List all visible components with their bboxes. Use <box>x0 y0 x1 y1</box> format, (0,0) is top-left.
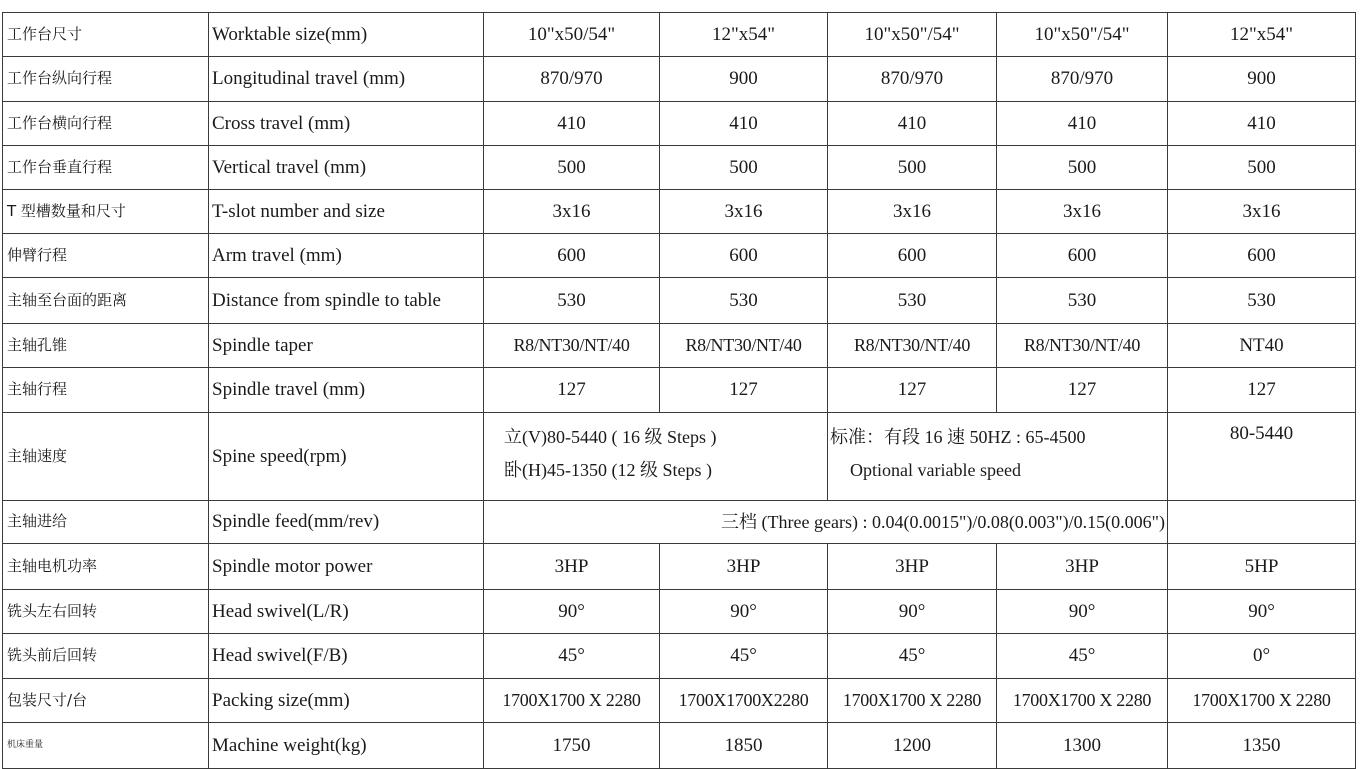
speed-optional: Optional variable speed <box>850 459 1021 480</box>
speed-horizontal: 卧(H)45-1350 (12 级 Steps ) <box>504 459 712 480</box>
value-cell: 600 <box>484 234 660 278</box>
value-cell: 900 <box>660 57 828 102</box>
value-cell: 1700X1700 X 2280 <box>828 679 997 723</box>
value-cell: 500 <box>484 146 660 190</box>
param-en-label: Machine weight(kg) <box>209 723 484 769</box>
value-cell: 1700X1700 X 2280 <box>997 679 1168 723</box>
value-cell: R8/NT30/NT/40 <box>997 324 1168 368</box>
speed-standard: 标准：有段 16 速 50HZ : 65-4500 <box>830 427 1086 447</box>
table-row <box>3 590 1356 634</box>
value-cell: 530 <box>660 278 828 324</box>
value-cell: 127 <box>484 368 660 413</box>
param-cn-label: 工作台尺寸 <box>3 13 209 57</box>
table-row <box>3 57 1356 102</box>
param-en-label: Packing size(mm) <box>209 679 484 723</box>
value-cell: 530 <box>828 278 997 324</box>
value-cell: 530 <box>484 278 660 324</box>
value-cell: 45° <box>484 634 660 679</box>
param-en-label: Spindle feed(mm/rev) <box>209 501 484 544</box>
value-cell: 410 <box>997 102 1168 146</box>
param-en-label: Arm travel (mm) <box>209 234 484 278</box>
value-cell: 1200 <box>828 723 997 769</box>
param-cn-label: 铣头前后回转 <box>3 634 209 679</box>
table-row <box>3 13 1356 57</box>
table-row <box>3 278 1356 324</box>
value-cell: 410 <box>660 102 828 146</box>
param-cn-label: T 型槽数量和尺寸 <box>3 190 209 234</box>
value-cell: 500 <box>1168 146 1356 190</box>
param-en-label: Cross travel (mm) <box>209 102 484 146</box>
table-row-spindle-speed <box>3 413 1356 501</box>
value-cell <box>1168 501 1356 544</box>
value-cell: 410 <box>1168 102 1356 146</box>
param-en-label: Spine speed(rpm) <box>209 413 484 501</box>
table-row <box>3 634 1356 679</box>
param-cn-label: 工作台垂直行程 <box>3 146 209 190</box>
value-cell: 90° <box>1168 590 1356 634</box>
value-cell: R8/NT30/NT/40 <box>828 324 997 368</box>
param-cn-label: 铣头左右回转 <box>3 590 209 634</box>
value-cell: 127 <box>997 368 1168 413</box>
value-cell: 500 <box>660 146 828 190</box>
value-cell: 3HP <box>484 544 660 590</box>
table-row <box>3 723 1356 769</box>
value-cell: 12"x54" <box>1168 13 1356 57</box>
value-cell: 1700X1700X2280 <box>660 679 828 723</box>
param-cn-label: 工作台横向行程 <box>3 102 209 146</box>
table-row <box>3 544 1356 590</box>
value-cell: 90° <box>828 590 997 634</box>
value-cell: 3x16 <box>660 190 828 234</box>
param-en-label: Vertical travel (mm) <box>209 146 484 190</box>
value-cell: 3x16 <box>484 190 660 234</box>
param-cn-label: 主轴电机功率 <box>3 544 209 590</box>
value-cell: 1700X1700 X 2280 <box>1168 679 1356 723</box>
speed-group-2 <box>828 413 1168 501</box>
value-cell: 45° <box>997 634 1168 679</box>
speed-vertical: 立(V)80-5440 ( 16 级 Steps ) <box>504 427 717 447</box>
value-cell: 45° <box>828 634 997 679</box>
value-cell: 90° <box>660 590 828 634</box>
value-cell: 10"x50"/54" <box>828 13 997 57</box>
table-row <box>3 190 1356 234</box>
param-en-label: Spindle taper <box>209 324 484 368</box>
param-cn-label: 主轴至台面的距离 <box>3 278 209 324</box>
param-cn-label: 主轴速度 <box>3 413 209 501</box>
table-row <box>3 146 1356 190</box>
param-cn-label: 机床重量 <box>3 723 209 769</box>
table-row <box>3 679 1356 723</box>
value-cell: 870/970 <box>997 57 1168 102</box>
value-cell: 500 <box>997 146 1168 190</box>
value-cell: 1850 <box>660 723 828 769</box>
value-cell: 600 <box>828 234 997 278</box>
table-row-spindle-feed <box>3 501 1356 544</box>
value-cell: 3HP <box>828 544 997 590</box>
value-cell: 3x16 <box>828 190 997 234</box>
param-en-label: Spindle motor power <box>209 544 484 590</box>
value-cell: 1750 <box>484 723 660 769</box>
param-cn-label: 工作台纵向行程 <box>3 57 209 102</box>
table-row <box>3 368 1356 413</box>
value-cell: 90° <box>484 590 660 634</box>
value-cell: 127 <box>828 368 997 413</box>
value-cell: 600 <box>1168 234 1356 278</box>
value-cell: 127 <box>1168 368 1356 413</box>
value-cell: 530 <box>1168 278 1356 324</box>
value-cell: 45° <box>660 634 828 679</box>
param-en-label: Head swivel(F/B) <box>209 634 484 679</box>
value-cell: 600 <box>660 234 828 278</box>
value-cell: NT40 <box>1168 324 1356 368</box>
value-cell: 870/970 <box>484 57 660 102</box>
value-cell: 10"x50/54" <box>484 13 660 57</box>
param-cn-label: 主轴进给 <box>3 501 209 544</box>
value-cell: 900 <box>1168 57 1356 102</box>
value-cell: 600 <box>997 234 1168 278</box>
value-cell: 870/970 <box>828 57 997 102</box>
value-cell: 10"x50"/54" <box>997 13 1168 57</box>
value-cell: 127 <box>660 368 828 413</box>
value-cell: 410 <box>484 102 660 146</box>
param-cn-label: 伸臂行程 <box>3 234 209 278</box>
param-en-label: Worktable size(mm) <box>209 13 484 57</box>
value-cell: 1700X1700 X 2280 <box>484 679 660 723</box>
value-cell: R8/NT30/NT/40 <box>484 324 660 368</box>
table-row <box>3 102 1356 146</box>
param-en-label: Spindle travel (mm) <box>209 368 484 413</box>
speed-group-1 <box>484 413 828 501</box>
value-cell: 500 <box>828 146 997 190</box>
value-cell: 410 <box>828 102 997 146</box>
value-cell: 3HP <box>660 544 828 590</box>
param-en-label: Head swivel(L/R) <box>209 590 484 634</box>
param-en-label: Longitudinal travel (mm) <box>209 57 484 102</box>
value-cell: 1300 <box>997 723 1168 769</box>
value-cell: 530 <box>997 278 1168 324</box>
table-row <box>3 234 1356 278</box>
value-cell: 5HP <box>1168 544 1356 590</box>
value-cell: 1350 <box>1168 723 1356 769</box>
speed-col5: 80-5440 <box>1168 413 1356 501</box>
param-cn-label: 包装尺寸/台 <box>3 679 209 723</box>
value-cell: 90° <box>997 590 1168 634</box>
value-cell: R8/NT30/NT/40 <box>660 324 828 368</box>
value-cell: 0° <box>1168 634 1356 679</box>
value-cell: 12"x54" <box>660 13 828 57</box>
value-cell: 3HP <box>997 544 1168 590</box>
param-en-label: T-slot number and size <box>209 190 484 234</box>
param-en-label: Distance from spindle to table <box>209 278 484 324</box>
feed-value: 三档 (Three gears) : 0.04(0.0015")/0.08(0.003")/0.15(0.006") <box>484 501 1168 544</box>
spec-table <box>2 12 1356 769</box>
table-row <box>3 324 1356 368</box>
value-cell: 3x16 <box>997 190 1168 234</box>
param-cn-label: 主轴孔锥 <box>3 324 209 368</box>
value-cell: 3x16 <box>1168 190 1356 234</box>
param-cn-label: 主轴行程 <box>3 368 209 413</box>
